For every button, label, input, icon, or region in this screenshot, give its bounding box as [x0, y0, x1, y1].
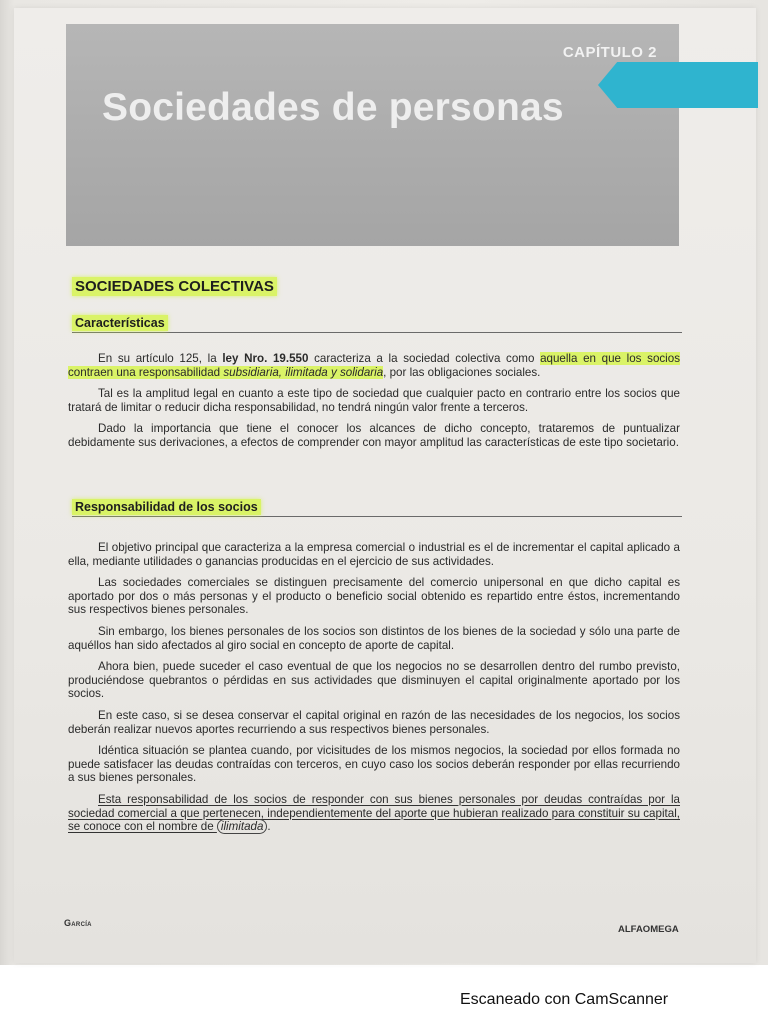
circled-term: ilimitada — [217, 819, 268, 834]
paragraph: Tal es la amplitud legal en cuanto a este tipo de sociedad que cualquier pacto en contrario entre los socios que tratará de limitar o reducir dicha responsabilidad, no tendrá ningún valor frente a terceros. — [68, 387, 680, 414]
scanner-watermark: Escaneado con CamScanner — [460, 991, 669, 1008]
text-run: En su artículo 125, la — [98, 352, 223, 365]
paragraph: Ahora bien, puede suceder el caso eventual de que los negocios no se desarrollen dentro del rumbo previsto, produciéndose quebrantos o pérdidas en sus actividades que disminuyen el capital originalmente aportado por los socios. — [68, 660, 680, 701]
paragraph: El objetivo principal que caracteriza a la empresa comercial o industrial es el de incrementar el capital aplicado a ella, mediante utilidades o ganancias producidas en el ejercicio de sus actividades. — [68, 541, 680, 568]
text-run: , por las obligaciones sociales. — [383, 365, 541, 379]
text-run: . — [267, 820, 271, 834]
subheading-responsabilidad-text: Responsabilidad de los socios — [72, 499, 261, 515]
chapter-banner — [66, 24, 679, 246]
paragraph: Las sociedades comerciales se distinguen precisamente del comercio unipersonal en que dicho capital es aportado por dos o más personas y el producto o beneficio social obtenido es repartido entre éstos, incrementando sus respectivos bienes personales. — [68, 576, 680, 617]
paragraph: En este caso, si se desea conservar el capital original en razón de las necesidades de los negocios, los socios deberán realizar nuevos aportes recurriendo a sus respectivos bienes personales. — [68, 708, 680, 736]
paragraph — [68, 793, 680, 834]
chapter-label: CAPÍTULO 2 — [562, 44, 657, 61]
paragraph: Sin embargo, los bienes personales de los socios son distintos de los bienes de la sociedad y sólo una parte de aquéllos han sido afectados al giro social en concepto de aporte de capital. — [68, 624, 680, 652]
paragraph: Dado la importancia que tiene el conocer los alcances de dicho concepto, trataremos de puntualizar debidamente sus derivaciones, a efectos de comprender con mayor amplitud las características de este tipo societario. — [68, 422, 680, 449]
law-reference: ley Nro. 19.550 — [222, 352, 309, 365]
text-run: aquella en que los socios contraen una responsabilidad — [68, 352, 681, 379]
italic-terms: subsidiaria, ilimitada y solidaria — [223, 365, 384, 379]
sticky-tab-marker — [598, 62, 758, 108]
chapter-title: Sociedades de personas — [102, 86, 564, 129]
section-title — [72, 278, 277, 295]
caracteristicas-body — [68, 352, 680, 458]
responsabilidad-body — [68, 541, 680, 842]
underlined-text: Esta responsabilidad de los socios de responder con sus bienes personales por deudas contraídas por la sociedad comercial a que pertenecen, independientemente del aporte que hubieran realizado para constituir su capital, se conoce con el nombre de — [68, 792, 680, 834]
paragraph — [68, 352, 680, 379]
subheading-caracteristicas — [72, 316, 682, 333]
section-title-text: SOCIEDADES COLECTIVAS — [72, 277, 277, 296]
text-run: caracteriza a la sociedad colectiva como — [308, 352, 541, 365]
subheading-caracteristicas-text: Características — [72, 315, 168, 331]
footer-author: García — [64, 918, 92, 928]
paragraph: Idéntica situación se plantea cuando, por vicisitudes de los mismos negocios, la sociedad por ellos formada no puede satisfacer las deudas contraídas con terceros, en cuyo caso los socios deberán responder por ellas recurriendo a sus bienes personales. — [68, 744, 680, 785]
subheading-responsabilidad — [72, 500, 682, 517]
footer-publisher: ALFAOMEGA — [618, 924, 679, 935]
